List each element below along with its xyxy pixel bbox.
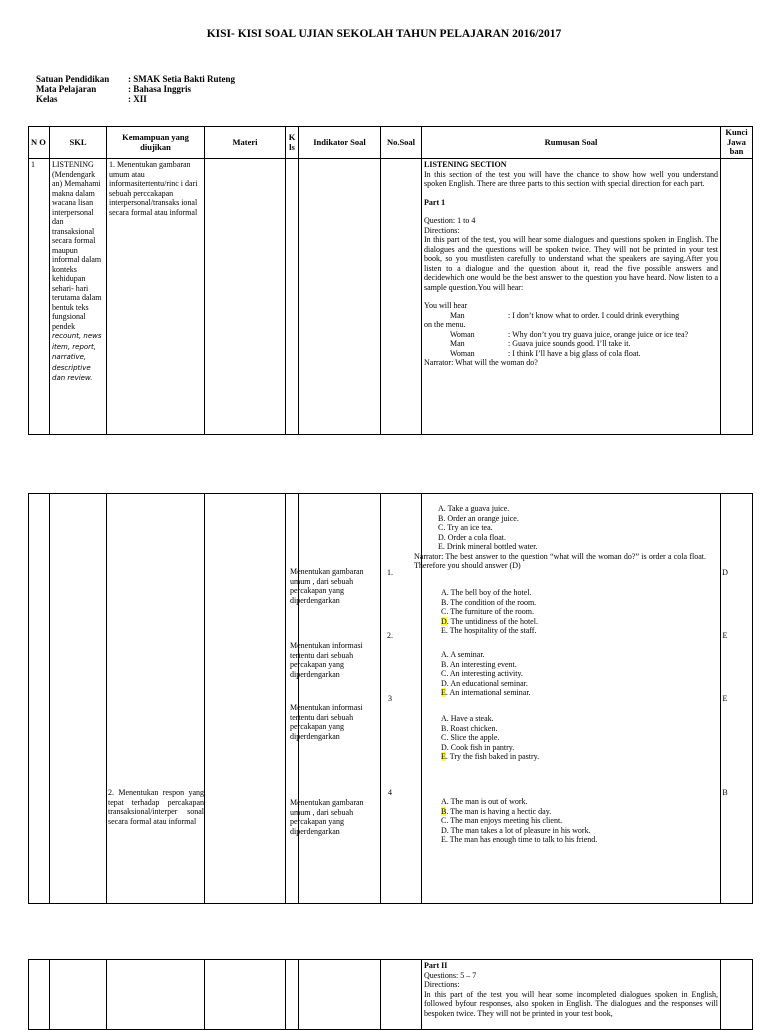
dialog-line [424, 349, 718, 359]
table-header-row [29, 127, 753, 159]
option-letter: D. [441, 825, 449, 835]
option-letter-highlighted: E [441, 752, 446, 761]
list-item: E. Drink mineral bottled water. [438, 542, 538, 551]
option-text: Have a steak. [448, 714, 494, 723]
cell-kemampuan [107, 960, 205, 1030]
header-no: N O [29, 127, 50, 159]
list-item: D. Order a cola float. [438, 532, 506, 542]
list-item [441, 733, 706, 743]
option-letter-highlighted: D [441, 616, 447, 626]
list-item [441, 588, 706, 598]
dialog-speaker: Man [450, 310, 465, 320]
option-letter-highlighted: E [441, 688, 446, 697]
option-text: The hospitality of the staff. [447, 626, 537, 635]
directions-label: Directions: [424, 225, 460, 235]
narrator-question: Narrator: What will the woman do? [424, 358, 538, 367]
cell-kemampuan [107, 494, 205, 904]
option-letter: E. [441, 626, 448, 635]
cell-kunci [721, 960, 753, 1030]
school-info [36, 74, 235, 104]
dialog-text: : Why don’t you try guava juice, orange juice or ice tea? [508, 329, 689, 339]
you-will-hear: You will hear [424, 301, 468, 310]
option-text: . Try the fish baked in pastry. [445, 752, 540, 761]
option-text: The man takes a lot of pleasure in his work. [448, 825, 591, 835]
question-3-options [441, 714, 706, 762]
dialog-text: : Guava juice sounds good. I’ll take it. [508, 339, 631, 348]
info-label: Mata Pelajaran [36, 84, 97, 94]
option-letter: B. [441, 723, 449, 733]
indikator-4: Menentukan gambaran umum , dari sebuah percakapan yang diperdengarkan [290, 798, 364, 836]
list-item [441, 724, 706, 734]
list-item [441, 607, 706, 617]
directions-text: In this part of the test you will hear some incompleted dialogues spoken in English, followed byfour responses, also spoken in English. The dialogues and the responses will bespoken twice. They will not be printed in your test book, [424, 989, 718, 1018]
cell-kunci [721, 159, 753, 435]
cell-kls [286, 960, 299, 1030]
option-letter: D. [441, 742, 449, 752]
info-label: Satuan Pendidikan [36, 74, 110, 84]
info-label: Kelas [36, 94, 58, 104]
option-text: Roast chicken. [448, 723, 498, 733]
kemampuan-2: 2. Menentukan respon yang tepat terhadap percakapan transaksional/interper sonal secara formal atau informal [108, 788, 204, 826]
list-item [441, 826, 706, 836]
cell-kemampuan: 1. Menentukan gambaran umum atau informasitertentu/rinc i dari sebuah perccakapan interpersonal/transaks ional secara formal atau informal [107, 159, 205, 435]
skl-text-italic: recount, news item, report, narrative, descriptive dan review. [52, 332, 102, 382]
info-value: : Bahasa Inggris [128, 84, 192, 94]
indikator-2: Menentukan informasi tertentu dari sebuah percakapan yang diperdengarkan [290, 641, 363, 679]
dialog-line [424, 330, 718, 340]
nosoal-3: 3 [388, 694, 392, 703]
list-item [441, 835, 706, 845]
kunci-4: B [722, 788, 728, 797]
header-skl: SKL [50, 127, 107, 159]
option-text: The furniture of the room. [448, 607, 534, 616]
cell-kls [286, 159, 299, 435]
option-letter: C. [441, 669, 449, 678]
cell-indikator [299, 960, 381, 1030]
list-item [441, 598, 706, 608]
kunci-3: E [722, 694, 728, 703]
list-item [441, 626, 706, 636]
dialog-speaker: Woman [450, 329, 475, 339]
document-title: KISI- KISI SOAL UJIAN SEKOLAH TAHUN PELAJARAN 2016/2017 [206, 28, 562, 40]
sample-answers [414, 504, 706, 571]
option-letter: A. [441, 650, 449, 659]
nosoal-4: 4 [388, 788, 392, 797]
option-letter: C. [441, 816, 449, 825]
question-2-options [441, 650, 706, 698]
list-item: C. Try an ice tea. [438, 523, 493, 532]
question-range: Questions: 5 – 7 [424, 970, 477, 980]
option-text: The man enjoys meeting his client. [448, 816, 563, 825]
option-text: . An international seminar. [445, 688, 531, 697]
option-letter-highlighted: B [441, 806, 447, 816]
section-heading: LISTENING SECTION [424, 160, 507, 169]
section-intro: In this section of the test you will have the chance to show how well you understand spoken English. There are three parts to this section with special direction for each part. [424, 169, 718, 188]
nosoal-1: 1. [387, 568, 393, 577]
table-row [29, 159, 753, 435]
list-item [441, 743, 706, 753]
kunci-1: D [722, 568, 728, 577]
cell-no: 1 [29, 159, 50, 435]
cell-indikator [299, 494, 381, 904]
cell-rumusan [422, 960, 721, 1030]
option-text: Cook fish in pantry. [448, 742, 515, 752]
info-value: : SMAK Setia Bakti Ruteng [128, 74, 236, 84]
header-kls: K ls [286, 127, 299, 159]
cell-rumusan [422, 159, 721, 435]
kisi-table-1 [28, 126, 753, 435]
cell-skl [50, 494, 107, 904]
option-text: A seminar. [448, 650, 485, 659]
info-row [36, 74, 235, 84]
list-item [441, 660, 706, 670]
option-letter: A. [441, 588, 449, 597]
dialog-speaker: Woman [450, 348, 475, 358]
header-indikator: Indikator Soal [299, 127, 381, 159]
list-item: B. Order an orange juice. [438, 513, 519, 523]
part-heading: Part II [424, 961, 448, 970]
option-text: The man has enough time to talk to his friend. [447, 835, 598, 844]
option-letter: E. [441, 835, 448, 844]
list-item [441, 714, 706, 724]
option-letter: B. [441, 659, 449, 669]
nosoal-2: 2. [387, 631, 393, 640]
dialog-line [424, 311, 718, 321]
option-letter: C. [441, 607, 449, 616]
part-heading: Part 1 [424, 197, 446, 207]
option-letter: D. [441, 678, 449, 688]
info-row [36, 94, 235, 104]
list-item [441, 679, 706, 689]
list-item: A. Take a guava juice. [438, 504, 510, 513]
sample-options [414, 504, 706, 552]
cell-skl [50, 960, 107, 1030]
option-letter: A. [441, 714, 449, 723]
option-text: Slice the apple. [448, 733, 500, 742]
cell-skl [50, 159, 107, 435]
list-item [441, 650, 706, 660]
narrator-answer: Narrator: The best answer to the question “what will the woman do?” is order a cola float. Therefore you should answer (D) [414, 551, 706, 570]
header-rumusan: Rumusan Soal [422, 127, 721, 159]
list-item [441, 617, 706, 627]
option-letter: C. [441, 733, 449, 742]
dialog-line [424, 339, 718, 349]
header-kunci: Kunci Jawa ban [721, 127, 753, 159]
cell-nosoal [381, 960, 422, 1030]
cell-no [29, 960, 50, 1030]
indikator-3: Menentukan informasi tertentu dari sebuah percakapan yang diperdengarkan [290, 703, 363, 741]
table-row [29, 960, 753, 1030]
option-text: The man is out of work. [448, 797, 528, 806]
option-text: . The man is having a hectic day. [446, 806, 552, 816]
info-row [36, 84, 235, 94]
list-item [441, 752, 706, 762]
option-text: The bell boy of the hotel. [448, 588, 532, 597]
dialog-line: on the menu. [424, 320, 466, 329]
dialog-speaker: Man [450, 339, 465, 348]
kisi-table-3 [28, 959, 753, 1030]
dialog-text: : I don’t know what to order. I could drink everything [508, 310, 680, 320]
kunci-2: E [722, 631, 728, 640]
cell-materi [205, 494, 286, 904]
cell-materi [205, 960, 286, 1030]
cell-no [29, 494, 50, 904]
info-value: : XII [128, 94, 147, 104]
indikator-1: Menentukan gambaran umum , dari sebuah percakapan yang diperdengarkan [290, 567, 364, 605]
option-text: An interesting event. [448, 659, 517, 669]
question-range: Question: 1 to 4 [424, 216, 476, 225]
cell-materi [205, 159, 286, 435]
header-materi: Materi [205, 127, 286, 159]
option-text: An interesting activity. [448, 669, 523, 678]
list-item [441, 688, 706, 698]
dialog-text: : I think I’ll have a big glass of cola float. [508, 348, 641, 358]
list-item [441, 807, 706, 817]
list-item [441, 669, 706, 679]
header-kemampuan: Kemampuan yang diujikan [107, 127, 205, 159]
list-item [441, 816, 706, 826]
cell-indikator [299, 159, 381, 435]
option-letter: B. [441, 597, 449, 607]
question-1-options [441, 588, 706, 636]
directions-label: Directions: [424, 980, 460, 989]
directions-text: In this part of the test, you will hear some dialogues and questions spoken in English. The dialogues and the questions will be spoken twice. They will not be printed in your test book, so you mustlisten carefully to understand what the speakers are saying.After you listen to a dialogue and the question about it, read the five possible answers and decidewhich one would be the best answer to the question you have heard. Now listen to a sample question.You will hear: [424, 235, 718, 292]
option-text: An educational seminar. [448, 678, 528, 688]
cell-kls [286, 494, 299, 904]
header-nosoal: No.Soal [381, 127, 422, 159]
list-item [441, 797, 706, 807]
cell-nosoal [381, 159, 422, 435]
skl-text: LISTENING (Mendengark an) Memahami makna dalam wacana lisan interpersonal dan transaksional secara formal maupun informal dalam konteks kehidupan sehari- hari terutama dalam bentuk teks fungsional pendek [52, 160, 102, 331]
option-text: The condition of the room. [448, 597, 537, 607]
question-4-options [441, 797, 706, 845]
option-text: . The untidiness of the hotel. [446, 616, 538, 626]
option-letter: A. [441, 797, 449, 806]
